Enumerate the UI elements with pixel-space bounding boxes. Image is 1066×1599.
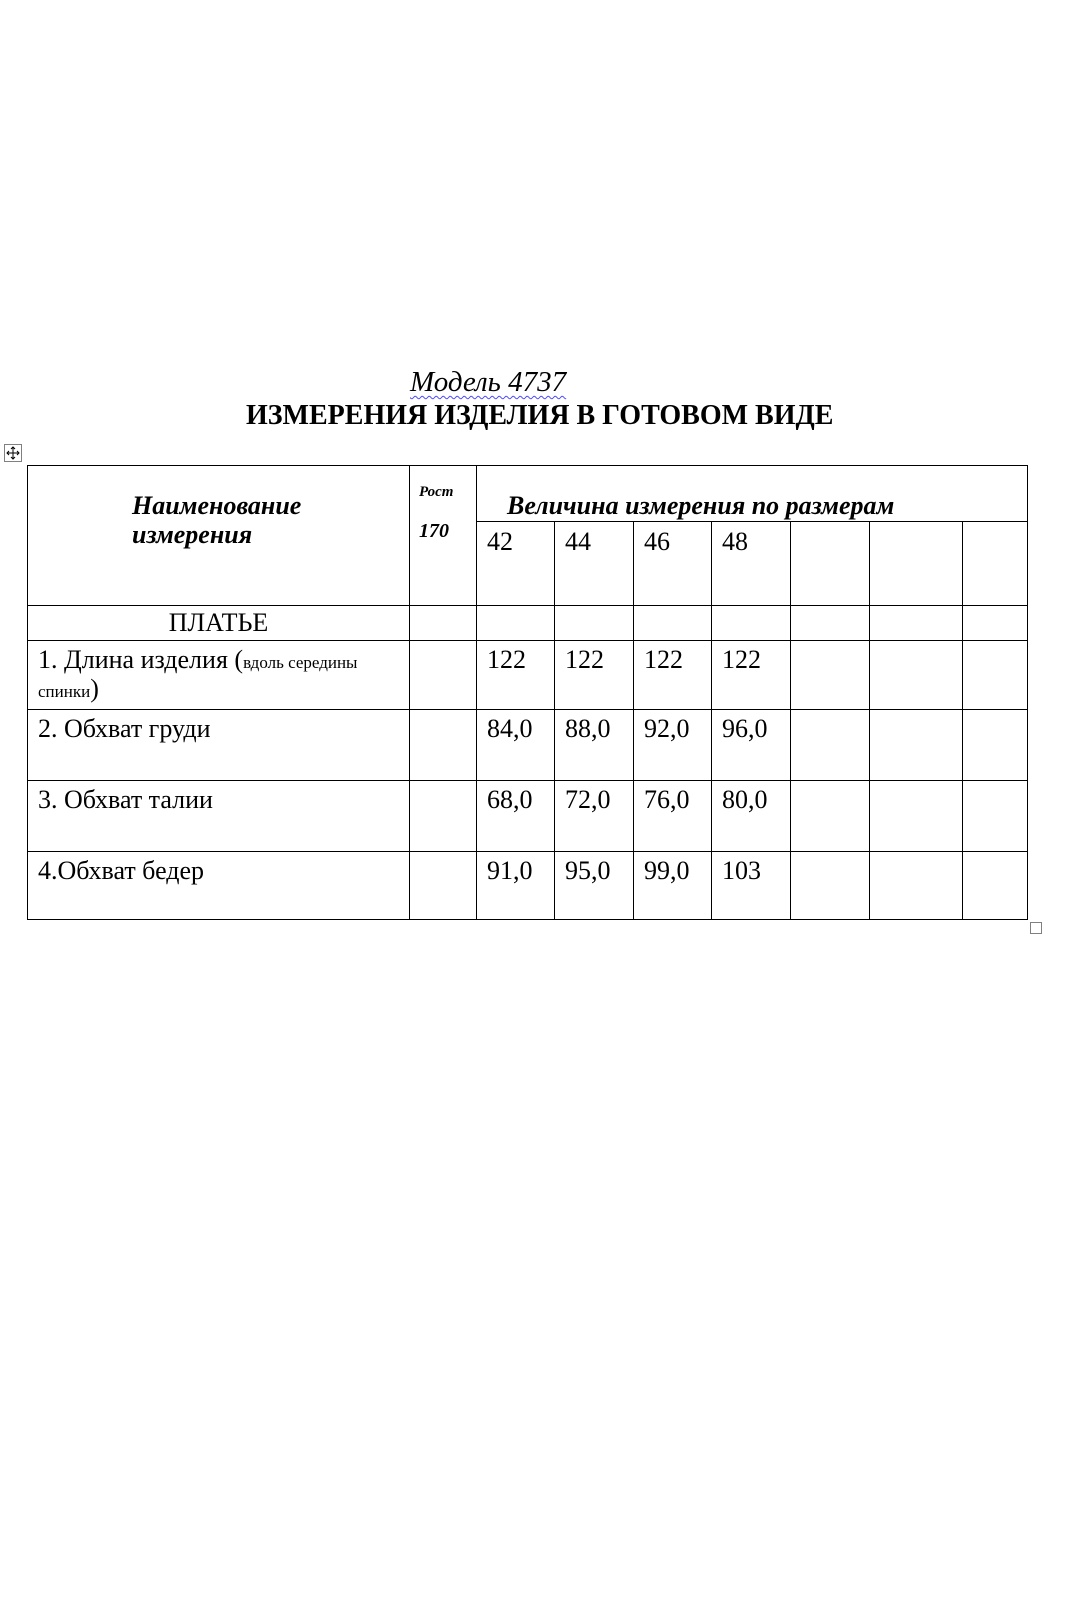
model-title-text: Модель 4737 (410, 366, 567, 398)
table-row (28, 641, 1028, 710)
empty-cell (410, 606, 477, 641)
empty-cell (870, 781, 963, 852)
empty-cell (870, 852, 963, 920)
row-label-text: 1. Длина изделия ( (38, 645, 244, 674)
size-cell: 44 (555, 522, 634, 606)
row-label-note: вдоль середины спинки (38, 653, 358, 701)
empty-cell (963, 522, 1028, 606)
table-row (28, 852, 1028, 920)
value-cell: 80,0 (712, 781, 791, 852)
empty-cell (477, 606, 555, 641)
size-cell: 48 (712, 522, 791, 606)
row-label: 2. Обхват груди (28, 710, 410, 781)
empty-cell (791, 641, 870, 710)
value-cell: 91,0 (477, 852, 555, 920)
measurements-table (27, 465, 1028, 920)
empty-cell (963, 641, 1028, 710)
header-rost (410, 466, 477, 606)
value-cell: 72,0 (555, 781, 634, 852)
empty-cell (870, 522, 963, 606)
table-row (28, 781, 1028, 852)
header-measurement-name: Наименование измерения (28, 466, 410, 606)
value-cell: 103 (712, 852, 791, 920)
value-cell: 84,0 (477, 710, 555, 781)
empty-cell (963, 781, 1028, 852)
empty-cell (791, 852, 870, 920)
model-title (410, 368, 566, 397)
empty-cell (963, 852, 1028, 920)
value-cell: 92,0 (634, 710, 712, 781)
empty-cell (963, 710, 1028, 781)
section-row (28, 606, 1028, 641)
row-label-end: ) (90, 673, 99, 703)
empty-cell (791, 522, 870, 606)
empty-cell (410, 781, 477, 852)
table-header-row (28, 466, 1028, 522)
empty-cell (791, 781, 870, 852)
empty-cell (870, 641, 963, 710)
value-cell: 88,0 (555, 710, 634, 781)
value-cell: 76,0 (634, 781, 712, 852)
value-cell: 122 (712, 641, 791, 710)
header-sizes-caption: Величина измерения по размерам (477, 466, 1028, 522)
table-row (28, 710, 1028, 781)
empty-cell (634, 606, 712, 641)
row-label (28, 641, 410, 710)
value-cell: 95,0 (555, 852, 634, 920)
empty-cell (791, 606, 870, 641)
value-cell: 122 (555, 641, 634, 710)
empty-cell (410, 641, 477, 710)
value-cell: 122 (477, 641, 555, 710)
value-cell: 68,0 (477, 781, 555, 852)
empty-cell (555, 606, 634, 641)
empty-cell (712, 606, 791, 641)
value-cell: 122 (634, 641, 712, 710)
rost-label: Рост (419, 484, 454, 500)
table-resize-handle-icon[interactable] (1030, 922, 1042, 934)
document-heading: ИЗМЕРЕНИЯ ИЗДЕЛИЯ В ГОТОВОМ ВИДЕ (246, 400, 834, 431)
row-label: 3. Обхват талии (28, 781, 410, 852)
rost-value: 170 (419, 520, 449, 542)
size-cell: 42 (477, 522, 555, 606)
empty-cell (410, 852, 477, 920)
table-move-handle-icon[interactable] (4, 444, 22, 462)
empty-cell (870, 710, 963, 781)
value-cell: 99,0 (634, 852, 712, 920)
empty-cell (791, 710, 870, 781)
value-cell: 96,0 (712, 710, 791, 781)
size-cell: 46 (634, 522, 712, 606)
section-title: ПЛАТЬЕ (28, 606, 410, 641)
row-label: 4.Обхват бедер (28, 852, 410, 920)
empty-cell (963, 606, 1028, 641)
empty-cell (410, 710, 477, 781)
empty-cell (870, 606, 963, 641)
